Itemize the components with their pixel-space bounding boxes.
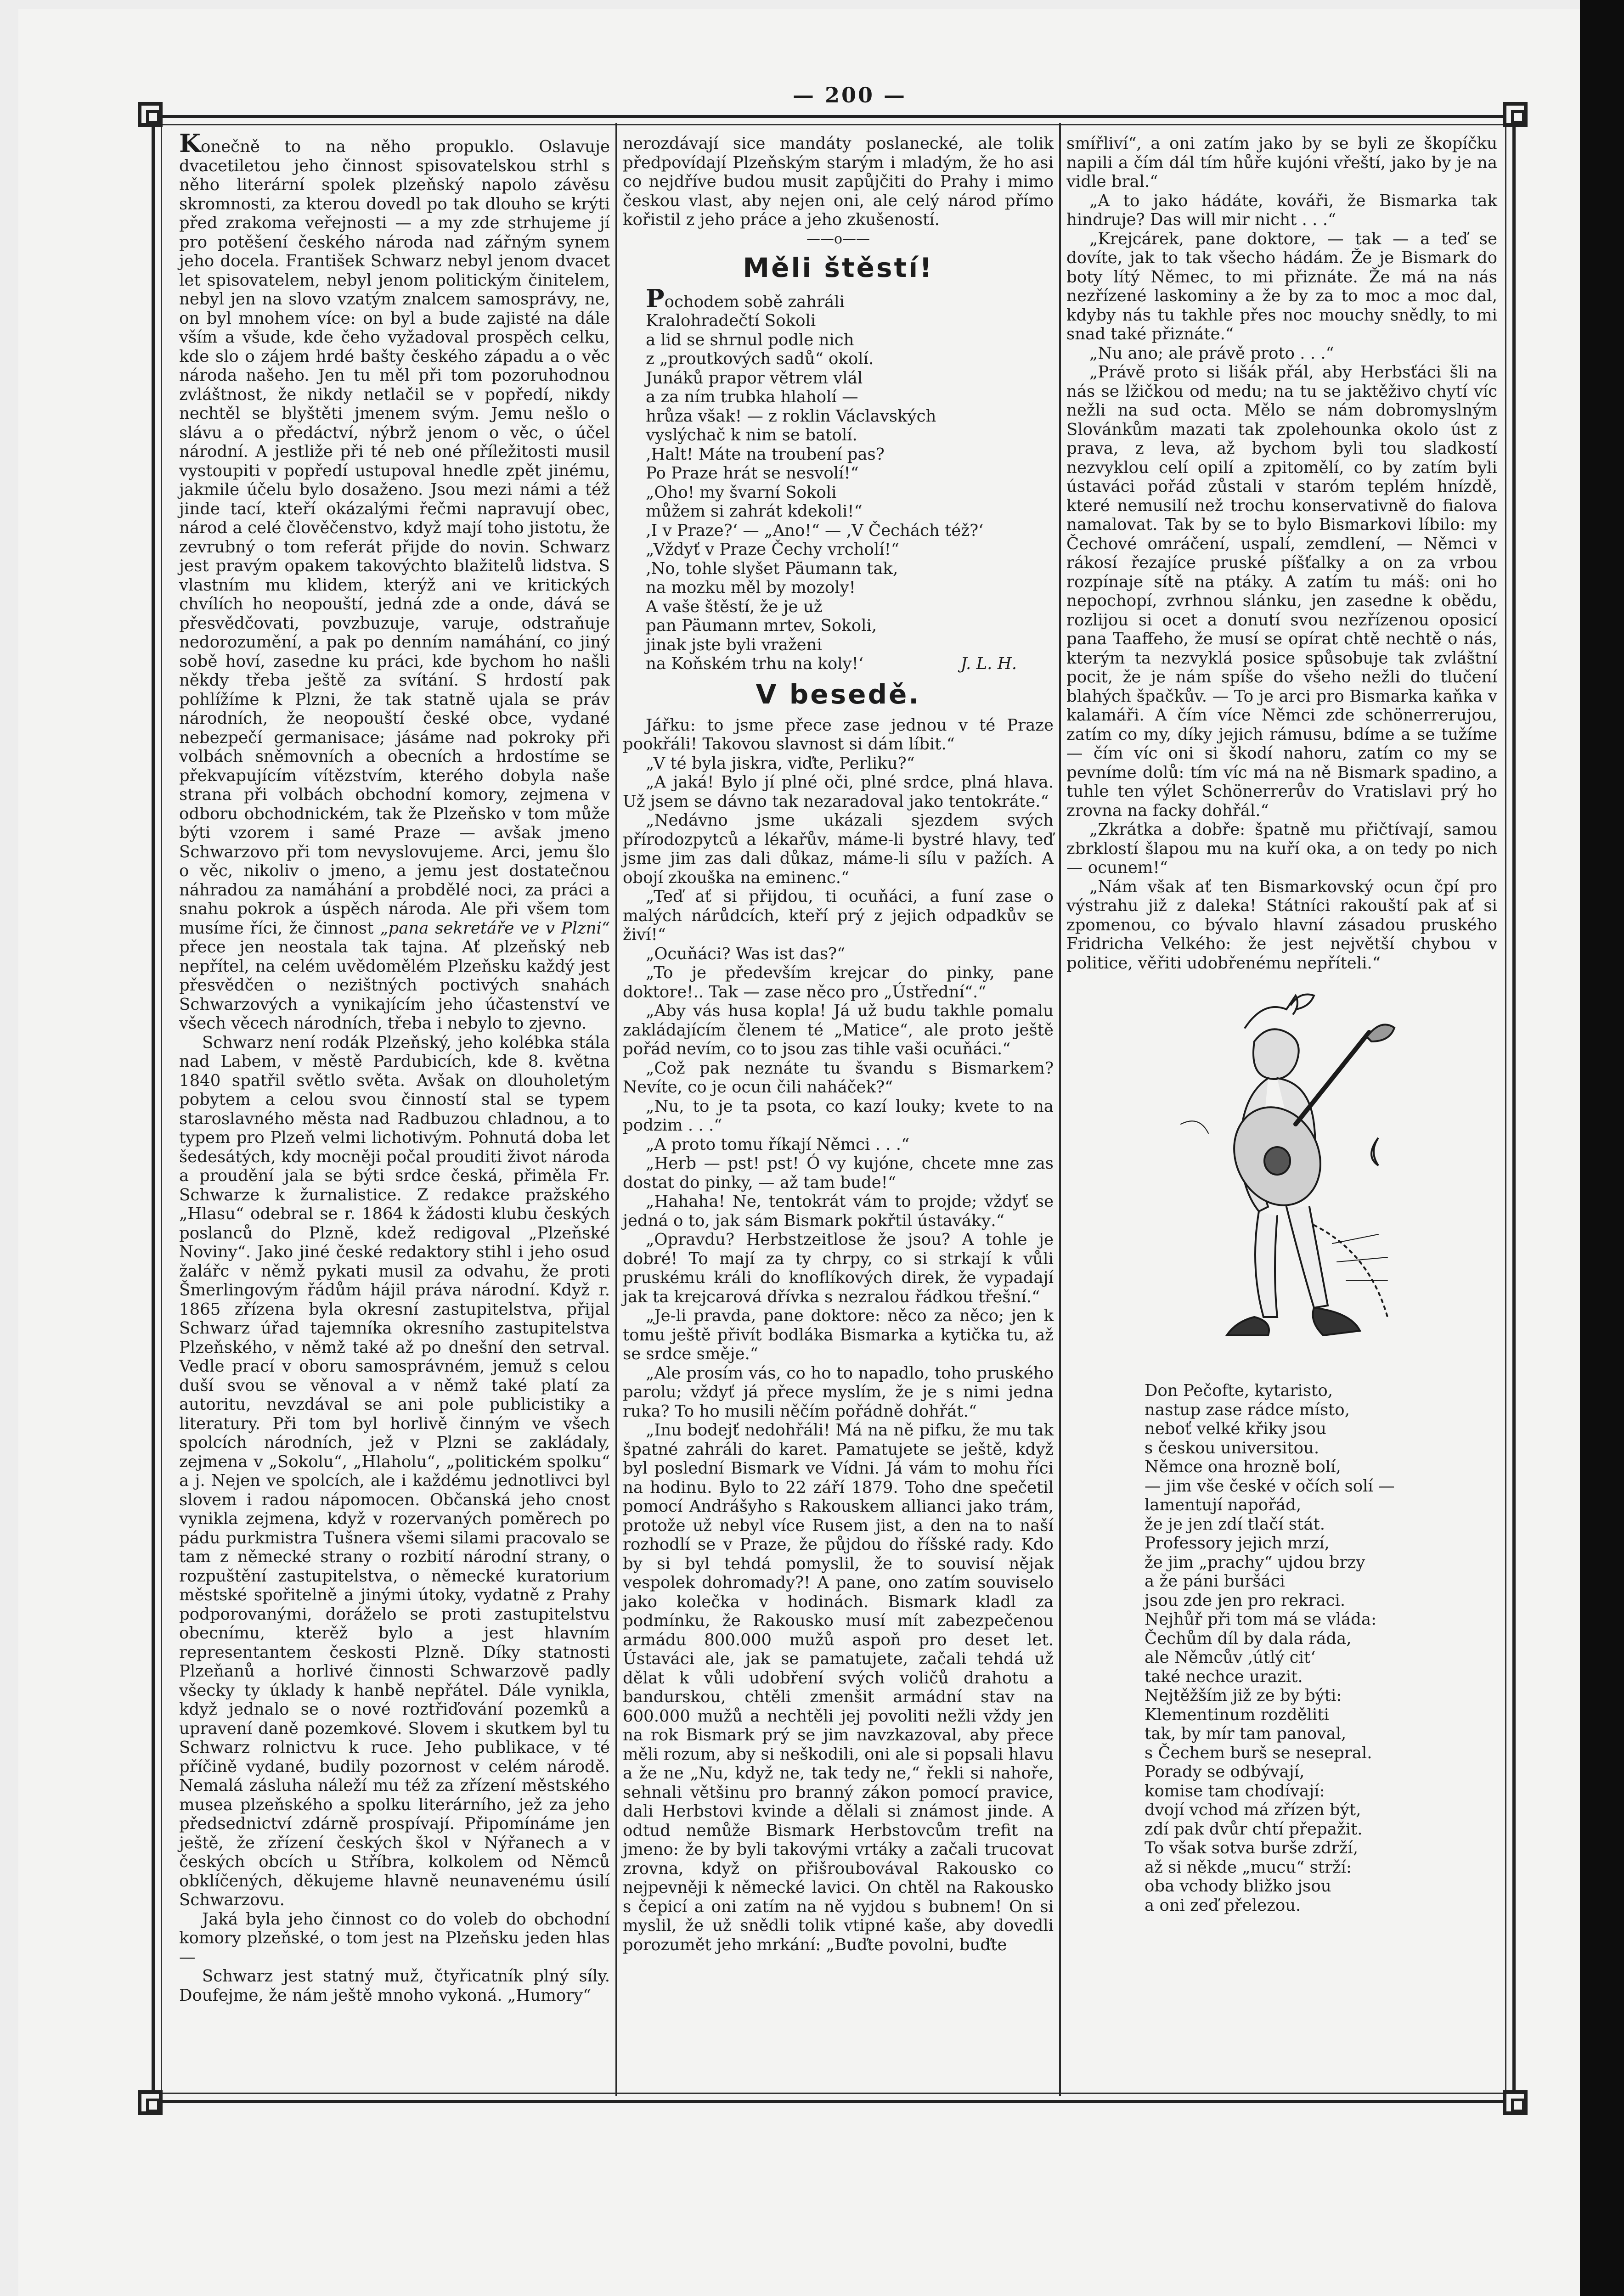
ornament-divider: ——o—— <box>806 231 870 247</box>
dialogue-paragraph: „Hahaha! Ne, tentokrát vám to projde; vždyť se jedná o to, jak sám Bismark pokřtil ústavákу.“ <box>623 1192 1054 1230</box>
dialogue-paragraph: „Nám však ať ten Bismarkovský ocun čpí pro výstrahu již z daleka! Státníci rakouští pak ať si zpomenou, co bývalo hlavní zásadou pruského Fridricha Velkého: že jest největší chybou v politice, věřiti udobřenému nepříteli.“ <box>1066 877 1497 973</box>
dialogue-paragraph: „Nu, to je ta psota, co kazí louky; kvete to na podzim . . .“ <box>623 1097 1054 1135</box>
poem-line: Nejhůř při tom má se vláda: <box>1145 1610 1377 1629</box>
poem-line: ‚I v Praze?‘ — „Ano!“ — ‚V Čechách též?‘ <box>646 521 984 540</box>
poem-line: ‚No, tohle slyšet Päumann tak, <box>646 559 898 578</box>
poem-line: ‚Halt! Máte na troubení pas? <box>646 445 885 464</box>
poem-line: Professory jejich mrzí, <box>1145 1534 1330 1553</box>
poem-line: nastup zase rádce místo, <box>1145 1400 1350 1419</box>
poem-signature: J. L. H. <box>960 654 1017 673</box>
page-number: — 200 — <box>792 83 907 107</box>
dialogue-paragraph: „A proto tomu říkají Němci . . .“ <box>646 1135 910 1154</box>
poem-line: tak, by mír tam panoval, <box>1145 1724 1347 1743</box>
article-paragraph: nerozdávají sice mandáty poslanecké, ale tolik předpovídají Plzeňským starým i mladým, že ho asi co nejdříve budou musit zapůjčiti do Prahy i mimo českou vlast, aby nejen oni, ale celý národ přímo kořistil z jeho práce a jeho zkušeností. <box>623 134 1054 229</box>
dialogue-paragraph: „Nedávno jsme ukázali sjezdem svých přírodozpytců a lékařův, máme-li bystré hlavy, teď jsme jim zas dali důkaz, máme-li sílu v pažích. A obojí zkouška na eminenc.“ <box>623 811 1054 887</box>
poem-line: a že páni buršáci <box>1145 1572 1286 1591</box>
poem-line: ale Němcův ‚útlý cit‘ <box>1145 1648 1316 1667</box>
poem-line: Porady se odbývají, <box>1145 1762 1305 1781</box>
poem-line: Čechům díl by dala ráda, <box>1145 1629 1352 1648</box>
poem-line: zdí pak dvůr chtí přepažit. <box>1145 1819 1363 1839</box>
dialogue-paragraph: „A to jako hádáte, kováři, že Bismarka tak hindruje? Das will mir nicht . . .“ <box>1066 191 1497 229</box>
poem-line: lamentují napořád, <box>1145 1496 1302 1514</box>
article-column-3 <box>1066 134 1497 1915</box>
article-paragraph: Schwarz není rodák Plzeňský, jeho kolébka stála nad Labem, v městě Pardubicích, kde 8. května 1840 spatřil světlo světa. Avšak on dlouholetým pobytem a celou svou činností stal se typem staroslavného města nad Radbuzou chladnou, a to typem pro Plzeň velmi lichotivým. Pohnutá doba let šedesátých, kdy mocněji počal prouditi život národa a proudění jala se býti srdce česká, přiměla Fr. Schwarze k žurnalistice. Z redakce pražského „Hlasu“ odebral se r. 1864 k žádosti klubu českých poslanců do Plzně, kdež redigoval „Plzeňské Noviny“. Jako jiné české redaktory stihl i jeho osud žalářc v němž pykati musil za odvahu, že proti Šmerlingovým řádům hájil práva národní. Když r. 1865 zřízena byla okresní zastupitelstva, přijal Schwarz úřad tajemníka okresního zastupitelstva Plzeňského, v němž také až po dnešní den setrval. Vedle prací v oboru samosprávném, jemuž s celou duší svou se věnoval a v němž také platí za autoritu, nevzdával se ani pole publicistiky a literatury. Při tom byl horlivě činným ve všech spolcích národních, jež v Plzni se zakládaly, zejmena v „Sokolu“, „Hlaholu“, „politickém spolku“ a j. Nejen ve spolcích, ale i každému jednotlivci byl slovem i radou nápomocen. Občanská jeho cnost vynikla zejmena, když v rozervaných poměrech po pádu purkmistra Tušnera všemi silami pracovalo se tam z německé strany o rozbití národní strany, o rozpuštění zastupitelstva, o německé kuratorium městské spořitelně a jinými útoky, vydatně z Prahy podporovanými, doráželo se proti zastupitelstvu obecnímu, kterěž bylo a jest hlavním representantem českosti Plzně. Díky statnosti Plzeňanů a horlivé činnosti Schwarzově padly všecky ty úklady k hanbě nepřátel. Dále vynikla, když jednalo se o nové roztřiďování pozemků a upravení daně pozemkové. Slovem i skutkem byl tu Schwarz rolnictvu k ruce. Jeho publikace, v té příčině vydané, budily pozornost v celém národě. Nemalá zásluha náleží mu též za zřízení městského musea plzeňského a spolku literárního, jež za jeho předsednictví zdárně prospívají. Připomínáme jen ještě, že zřízení českých škol v Nýřanech a v českých obcích u Stříbra, kolkolem od Němců obklíčených, děkujeme hlavně neunavenému úsilí Schwarzovu. <box>179 1033 610 1909</box>
dialogue-paragraph: „Ale prosím vás, co ho to napadlo, toho pruského parolu; vždyť já přece myslím, že je s nimi jedna ruka? To ho musili něčím pořádně dohřát.“ <box>623 1363 1054 1421</box>
poem-line: komise tam chodívají: <box>1145 1781 1325 1801</box>
poem-line: Kralohradečtí Sokoli <box>646 311 816 330</box>
dialogue-paragraph: „Nu ano; ale právě proto . . .“ <box>1089 343 1334 363</box>
italic-quote: „pana sekretáře ve v Plzni“ <box>380 918 610 938</box>
poem-line: a lid se shrnul podle nich <box>646 330 854 349</box>
poem-line: Don Pečofte, kytaristo, <box>1145 1381 1333 1400</box>
scan-border <box>1580 0 1624 2296</box>
poem-line: na Koňském trhu na koly!‘ J. L. H. <box>646 654 1017 673</box>
dialogue <box>623 716 1054 1955</box>
poem-line: a za ním trubka hlaholí — <box>646 388 858 406</box>
poem-line: z „proutkových sadů“ okolí. <box>646 349 874 368</box>
poem <box>1066 1381 1497 1915</box>
article-column-2 <box>623 134 1054 1954</box>
dialogue-paragraph: „Opravdu? Herbstzeitlose že jsou? A tohle je dobré! To mají za ty chrpy, co si strkají k vůli pruskému králi do knoflíkových direk, že vypadají jak ta krejcarová dřívka s nezralou řádkou třešní.“ <box>623 1230 1054 1306</box>
dialogue-paragraph: „A jaká! Bylo jí plné oči, plné srdce, plná hlava. Už jsem se dávno tak nezaradoval jako tentokráte.“ <box>623 773 1054 811</box>
poem-line: s českou universitou. <box>1145 1438 1320 1458</box>
poem-line: že jim „prachy“ ujdou brzy <box>1145 1553 1365 1572</box>
dialogue-paragraph: „Krejcárek, pane doktore, — tak — a teď se dovíte, jak to tak všecho hádám. Že je Bismark do boty lítý Němec, to mi přiznáte. Že má na nás nezřízené laskominy a že by za to moc a moc dal, kdyby nás tu takhle přes noc mouchy snědly, to mi snad také přiznáte.“ <box>1066 229 1497 343</box>
guitarist-illustration <box>1139 986 1424 1354</box>
poem <box>623 283 1054 674</box>
poem-line: Němce ona hrozně bolí, <box>1145 1458 1341 1476</box>
poem-line: také nechce urazit. <box>1145 1667 1303 1686</box>
poem-line: hrůza však! — z roklin Václavských <box>646 406 936 426</box>
drop-cap: P <box>646 283 665 313</box>
column-rule <box>1059 123 1061 2096</box>
poem-line: A vaše štěstí, že je už <box>646 597 823 616</box>
dialogue-paragraph: „Aby vás husa kopla! Já už budu takhle pomalu zakládajícím členem té „Matice“, ale proto ještě pořád nevím, co to jsou zas tihle vaši ocuňáci.“ <box>623 1002 1054 1058</box>
section-heading: V besedě. <box>756 678 921 710</box>
dialogue-paragraph: „Ocuňáci? Was ist das?“ <box>646 944 846 963</box>
dialogue-paragraph: „Herb — pst! pst! Ó vy kujóne, chcete mne zas dostat do pinky, — až tam bude!“ <box>623 1154 1054 1192</box>
poem-line: až si někde „mucu“ strží: <box>1145 1857 1352 1877</box>
poem-line: neboť velké křiky jsou <box>1145 1419 1326 1438</box>
poem-line: oba vchody bližko jsou <box>1145 1877 1331 1896</box>
poem-line: Nejtěžším již ze by býti: <box>1145 1686 1342 1705</box>
article-column-1 <box>179 129 610 2005</box>
dialogue-paragraph: „Právě proto si lišák přál, aby Herbsťáci šli na nás se lžičkou od medu; na tu se jaktěživo chytí víc nežli na sud octa. Mělo se nám dobromyslným Slovánkům mazati tak zpolehounka okolo úst z prava, z leva, až bychom byli tou sladkostí nezvyklou celí opilí a zpitomělí, co by zatím byli ústaváci pořád zůstali v staróm teplém hnízdě, které nemusilí než trochu konservativně do fialova namalovat. Tak by se to bylo Bismarkovi líbilo: my Čechové omráčení, uspalí, zemdlení, — Němci v rákosí řezajíce pruské píšťalky a on za vrbou rozpínaje sítě na ptáky. A zatím tu máš: oni ho nepochopí, zvrhnou slánku, jen zasedne k obědu, rozlijou si ocet a donutí svou nezřízenou oposicí pana Taaffeho, že musí se opírat chtě nechtě o nás, kterým ta nezvyklá posice spůsobuje tak zvláštní pocit, že je nám spíše do všeho nežli do tlučení blahých špačkův. — To je arci pro Bismarka kaňka v kalamáři. A čím více Němci zde schönerrerujou, zatím co my, díky jejich rámusu, bdíme a se tužíme — čím víc oni si škodí nahoru, zatím co my se pevníme dolů: tím víc má na ně Bismark spadino, a tuhle ten výlet Schönerrerův do Vratislavi prý ho zrovna na facky dohřál.“ <box>1066 363 1497 820</box>
poem-line: Po Praze hrát se nesvolí!“ <box>646 464 859 483</box>
poem-line: — jim vše české v očích solí — <box>1145 1476 1395 1496</box>
poem-line: pan Päumann mrtev, Sokoli, <box>646 616 877 635</box>
poem-line: na mozku měl by mozoly! <box>646 578 856 597</box>
frame-corner-ornament <box>1503 2090 1528 2115</box>
frame-corner-ornament <box>138 2090 163 2115</box>
poem-line: a oni zeď přelezou. <box>1145 1896 1301 1915</box>
dialogue-paragraph: smířliví“, a oni zatím jako by se byli ze škopíčku napili a čím dál tím hůře kujóni vřeští, jako by je na vidle bral.“ <box>1066 134 1497 191</box>
poem-line: dvojí vchod má zřízen být, <box>1145 1801 1361 1819</box>
section-heading: Měli štěstí! <box>743 252 934 283</box>
poem-line: Junáků prapor větrem vlál <box>646 368 863 388</box>
column-rule <box>615 123 617 2096</box>
poem-line: Klementinum rozděliti <box>1145 1705 1329 1724</box>
poem-line: že je jen zdí tlačí stát. <box>1145 1514 1325 1534</box>
article-paragraph: Schwarz jest statný muž, čtyřicatník plný síly. Doufejme, že nám ještě mnoho vykoná. „Humory“ <box>179 1967 610 2005</box>
dialogue-paragraph: „Zkrátka a dobře: špatně mu přičtívají, samou zbrklostí šlapou mu na kuří oka, a on tedy po nich — ocunem!“ <box>1066 820 1497 877</box>
dialogue-paragraph: „V té byla jiskra, viďte, Perliku?“ <box>646 754 915 773</box>
dialogue-paragraph: „Je-li pravda, pane doktore: něco za něco; jen k tomu ještě přivít bodláka Bismarka a kytička tu, až se srdce směje.“ <box>623 1306 1054 1363</box>
poem-line: vyslýchač k nim se batolí. <box>646 426 857 445</box>
article-paragraph: Konečně to na něho propuklo. Oslavuje dvacetiletou jeho činnost spisovatelskou strhl s něho literární spolek plzeňský napolo závěsu skromnosti, za kterou dovedl po tak dlouho se krýti před zrakoma veřejnosti — a my zde strhujeme jí pro potěšení českého národa nad zářným synem jeho docela. František Schwarz nebyl jenom dvacet let spisovatelem, nebyl jenom politickým činitelem, nebyl jen na slovo vzatým znalcem samosprávy, ne, on byl mnohem více: on byl a bude zajisté na dále vším a všude, kde čeho vyžadoval prospěch celku, kde slo o zájem hrdé bašty českého západu a o věc národa našeho. Jen tu měl při tom pozoruhodnou zvláštnost, že nikdy netlačil se v popředí, nikdy nechtěl se blyštěti jmenem svým. Jemu nešlo o slávu a o předáctví, nýbrž jenom o věc, o účel národní. A jestliže při té neb oné příležitosti musil vystoupiti v popředí ustupoval hnedle zpět jinému, jakmile účelu bylo dosaženo. Jsou mezi námi a též jinde tací, kteří okázalými řečmi napravují obec, národ a celé člověčenstvo, když mají toho jistotu, že zevrubný o tom referát přijde do novin. Schwarz jest pravým opakem takovýchto blažitelů lidstva. S vlastním mu klidem, kterýž ani ve kritických chvílích ho neopouští, jedná zde a onde, dává se přesvědčovati, povzbuzuje, varuje, odstraňuje nedorozumění, a pak po denním namáhání, co jiný sobě hoví, zasedne ku práci, kde bychom ho našli někdy třeba ještě za svítání. S hrdostí pak pohlížíme k Plzni, že tak statně ujala se práv národních, že neopouští české obce, vydané nebezpečí germanisace; jásáme nad pokroky při volbách sněmovních a obecních a hrdostíme se překvapujícím vítězstvím, kterého dobyla naše strana při volbách obchodní komory, zejmena v odboru obchodnickém, tak že Plzeňsko v tom může býti vzorem i samé Praze — avšak jmeno Schwarzovo při tom nevyslovujeme. Arci, jemu šlo o věc, nikoliv o jmeno, a jemu jest dostatečnou náhradou za namáhání a probdělé noci, za práci a snahu pokrok a úspěch národa. Ale při všem tom musíme říci, že činnost „pana sekretáře ve v Plzni“ přece jen neostala tak tajna. Ať plzeňský neb nepřítel, na celém uvědomělém Plzeňsku každý jest přesvědčen o nezištných poctivých snahách Schwarzových a vynikajícím jeho účastenství ve všech věcech národních, třeba i nebylo to zjevno. <box>179 129 610 1033</box>
article-paragraph: Jaká byla jeho činnost co do voleb do obchodní komory plzeňské, o tom jest na Plzeňsku jeden hlas — <box>179 1909 610 1967</box>
poem-line: „Vždyť v Praze Čechy vrcholí!“ <box>646 540 900 559</box>
dialogue-paragraph: „To je především krejcar do pinky, pane doktore!.. Tak — zase něco pro „Ústřední“.“ <box>623 963 1054 1002</box>
poem-line: můžem si zahrát kdekoli!“ <box>646 502 863 521</box>
poem-line: jinak jste byli vraženi <box>646 635 822 654</box>
dialogue-paragraph: „Teď ať si přijdou, ti ocuňáci, a funí zase o malých nárůdcích, kteří prý z jejich odpadkův se živí!“ <box>623 887 1054 944</box>
dialogue <box>1066 134 1497 973</box>
poem-line: To však sotva burše zdrží, <box>1145 1839 1358 1857</box>
drop-cap: K <box>179 129 201 158</box>
dialogue-paragraph: Jářku: to jsme přece zase jednou v té Praze pookřáli! Takovou slavnost si dám líbit.“ <box>623 715 1054 754</box>
poem-line: jsou zde jen pro rekraci. <box>1145 1591 1346 1610</box>
frame-corner-ornament <box>1503 102 1528 127</box>
dialogue-paragraph: „Což pak neznáte tu švandu s Bismarkem? Nevíte, co je ocun čili naháček?“ <box>623 1058 1054 1097</box>
dialogue-paragraph: „Inu bodejť nedohřáli! Má na ně pifku, že mu tak špatné zahráli do karet. Pamatujete se ještě, když byl poslední Bismark ve Vídni. Já vám to mohu říci na hodinu. Bylo to 22 září 1879. Toho dne spečetil pomocí Andrášyho s Rakouskem allianci jako trám, protože už nebyl více Rusem jist, a den na to naší rozhodlí se v Praze, že půjdou do říšské rady. Kdo by si byl tehdá pomyslil, že to souvisí nějak vespolek dohromady?! A pane, ono zatím souviselo jako kolečka v hodinách. Bismark kladl za podmínku, že Rakousko musí mít zabezpečenou armádu 800.000 mužů aspoň pro deset let. Ústaváci ale, jak se pamatujete, začali tehdá už dělat k vůli udobření svých voličů drahotu a bandurskou, chtěli zmenšit armádní stav na 600.000 mužů a nechtěli jej povoliti nežli vždy jen na rok Bismark prý se jim navzkazoval, aby přece měli rozum, aby si neškodili, oni ale si popsali hlavu a že ne „Nu, když ne, tak tedy ne,“ řekli si nahoře, sehnali většinu pro branný zákon pomocí pravice, dali Herbstovi kvinde a dělali si známost jinde. A odtud nemůže Bismark Herbstovcům trefit na jmeno: že by byli takovými vrtáky a začali trucovat zrovna, když on přišroubovával Rakousko co nejpevněji k německé lavici. On chtěl na Rakousko s čepicí a oni zatím na ně vyjdou s bubnem! On si myslil, že už snědli tolik vtipné kaše, aby dovedli porozumět jeho mrkání: „Buďte povolni, buďte <box>623 1421 1054 1954</box>
poem-line: Pochodem sobě zahráli <box>646 283 845 313</box>
frame-corner-ornament <box>138 102 163 127</box>
poem-line: „Oho! my švarní Sokoli <box>646 483 837 502</box>
poem-line: s Čechem burš se nesepral. <box>1145 1743 1372 1762</box>
